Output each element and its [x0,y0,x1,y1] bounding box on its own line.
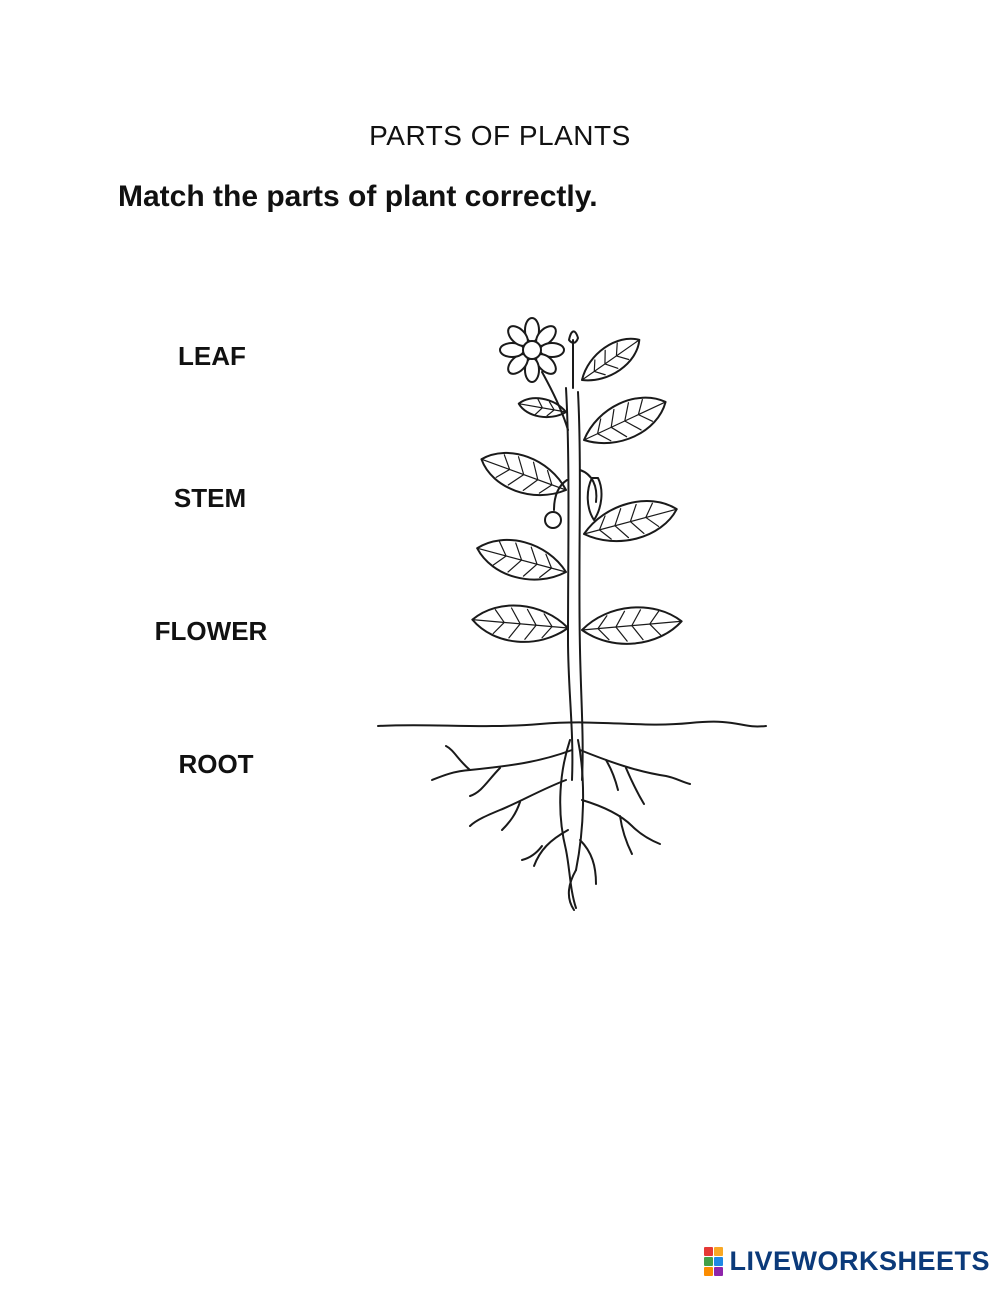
logo-tile [714,1257,723,1266]
liveworksheets-mark-icon [704,1247,723,1276]
label-stem[interactable]: STEM [173,483,247,513]
label-root[interactable]: ROOT [178,749,254,779]
logo-tile [704,1247,713,1256]
logo-text: LIVEWORKSHEETS [729,1246,990,1276]
logo-tile [714,1267,723,1276]
logo-tile [704,1257,713,1266]
stem-shape [566,331,583,780]
flower-shape [500,318,568,430]
instruction-text: Match the parts of plant correctly. [118,180,598,213]
page-title: PARTS OF PLANTS [369,120,631,151]
bud-shapes [545,470,601,528]
leaf-shapes [471,329,683,648]
logo-tile [714,1247,723,1256]
label-flower[interactable]: FLOWER [154,616,268,646]
plant-illustration [370,310,780,920]
logo-tile [704,1267,713,1276]
root-shapes [432,740,690,910]
liveworksheets-logo [704,1246,990,1277]
label-leaf[interactable]: LEAF [178,341,246,371]
